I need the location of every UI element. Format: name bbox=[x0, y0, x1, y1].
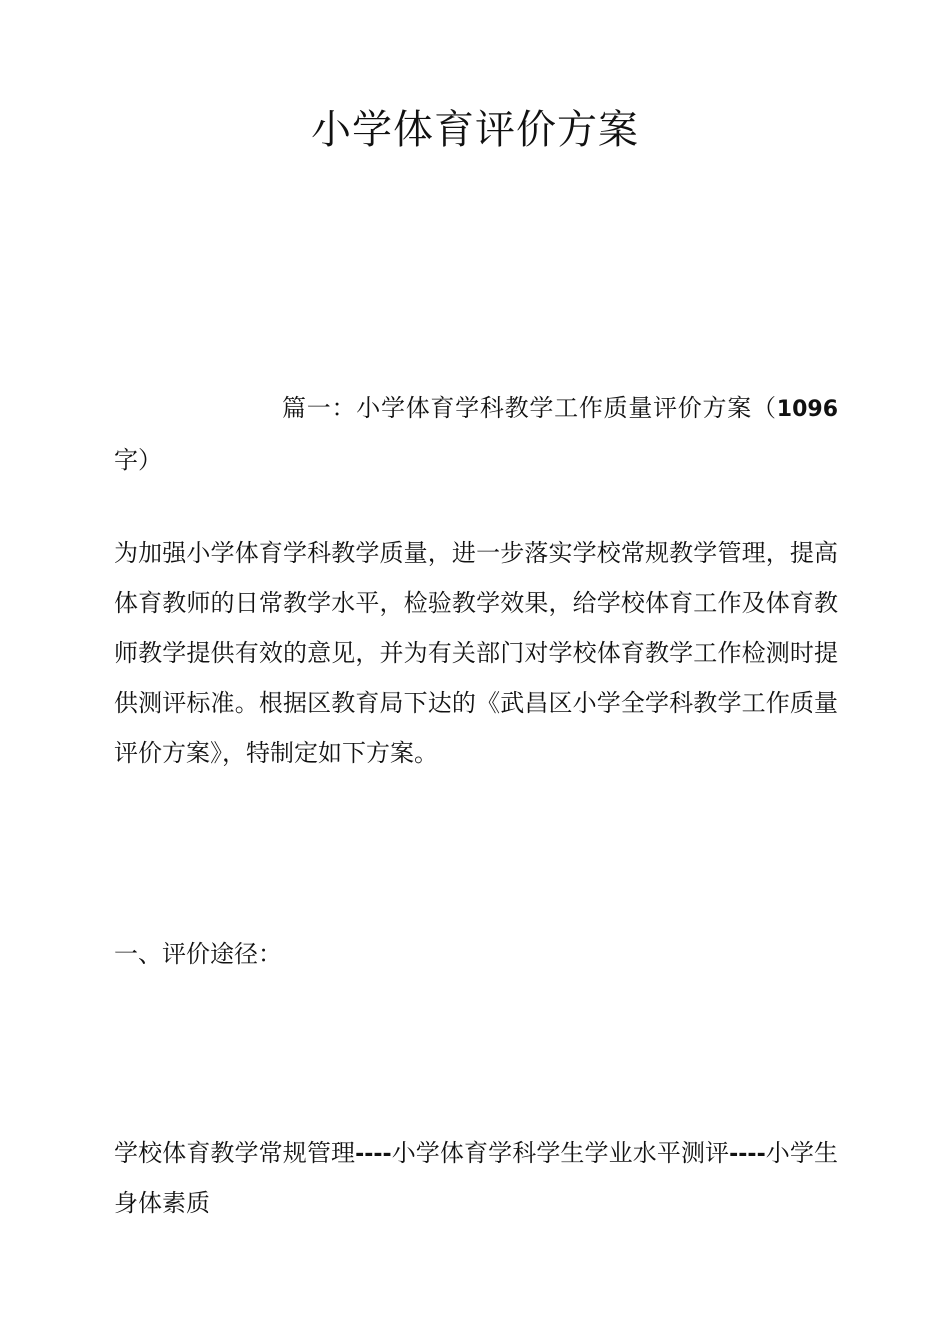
section-heading: 一、评价途径： bbox=[114, 940, 282, 968]
evaluation-path-paragraph bbox=[114, 1129, 838, 1228]
path-item-routine-management: 学校体育教学常规管理 bbox=[114, 1139, 356, 1167]
path-separator: ---- bbox=[729, 1142, 766, 1167]
subtitle-text: 篇一：小学体育学科教学工作质量评价方案（ bbox=[282, 394, 777, 422]
article-subtitle bbox=[114, 383, 838, 486]
document-title: 小学体育评价方案 bbox=[311, 107, 639, 153]
path-separator: ---- bbox=[355, 1142, 392, 1167]
intro-paragraph: 为加强小学体育学科教学质量，进一步落实学校常规教学管理，提高体育教师的日常教学水平，检验教学效果，给学校体育工作及体育教师教学提供有效的意见，并为有关部门对学校体育教学工作检测时提供测评标准。根据区教育局下达的《武昌区小学全学科教学工作质量评价方案》，特制定如下方案。 bbox=[114, 539, 838, 767]
path-item-physical-fitness: 小学生身体素质 bbox=[114, 1139, 839, 1217]
subtitle-text-end: 字） bbox=[114, 446, 162, 474]
subtitle-word-count: 1096 bbox=[776, 397, 838, 422]
path-item-academic-assessment: 小学体育学科学生学业水平测评 bbox=[391, 1139, 730, 1167]
